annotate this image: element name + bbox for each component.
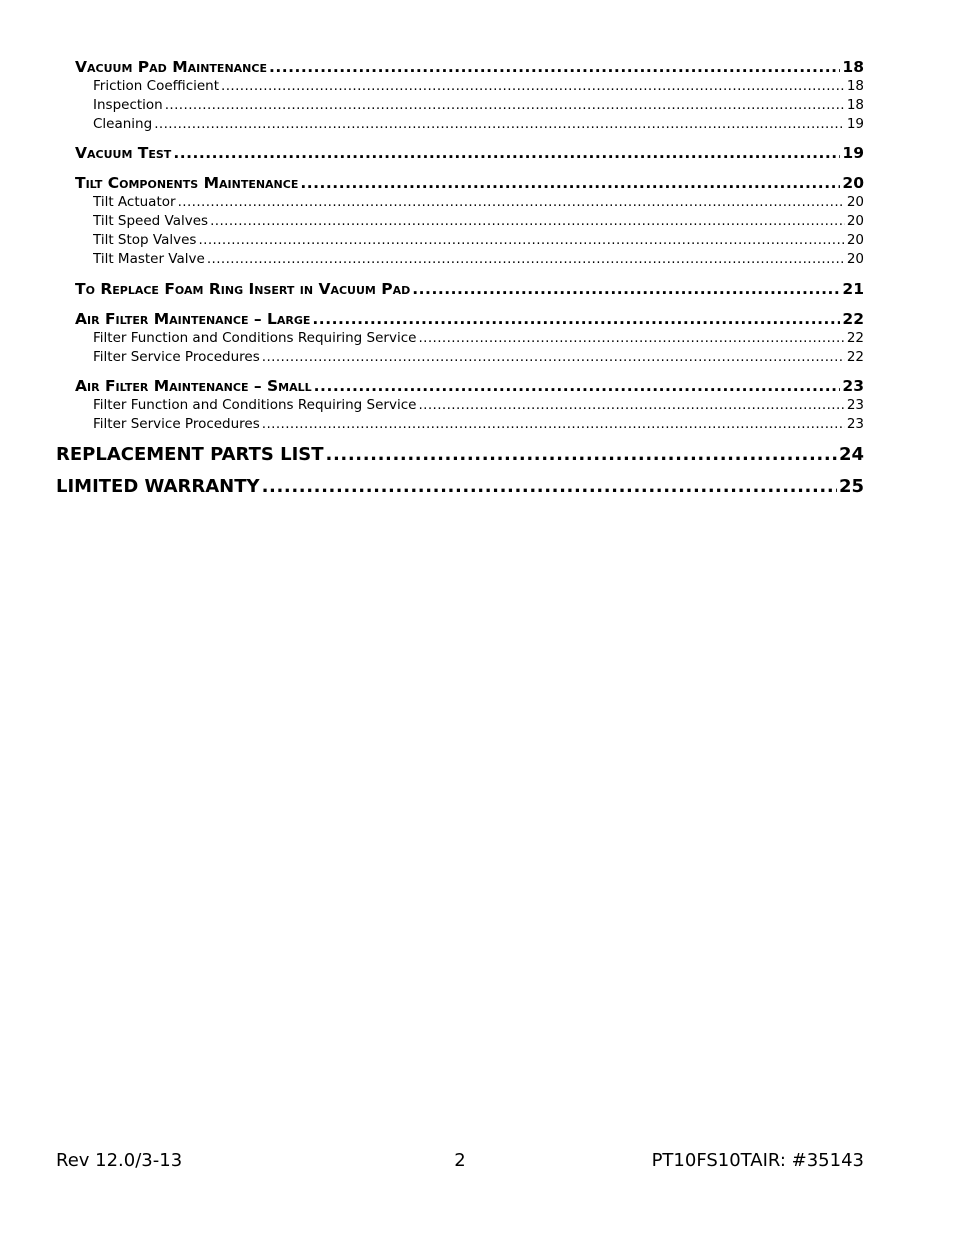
toc-entry-page: 23 xyxy=(846,397,864,413)
toc-entry-filter-function-large[interactable] xyxy=(93,330,864,346)
toc-entry-title: Friction Coefficient xyxy=(93,78,220,94)
toc-entry-page: 25 xyxy=(838,476,864,497)
toc-entry-page: 20 xyxy=(846,213,864,229)
toc-entry-title: Inspection xyxy=(93,97,163,113)
toc-entry-vacuum-pad-maintenance[interactable] xyxy=(75,58,864,76)
toc-leader-dots xyxy=(418,330,844,346)
toc-entry-page: 20 xyxy=(846,232,864,248)
toc-leader-dots xyxy=(412,280,840,298)
toc-entry-title: Tilt Speed Valves xyxy=(93,213,209,229)
toc-leader-dots xyxy=(262,416,845,432)
toc-entry-title: Vacuum Pad Maintenance xyxy=(75,58,267,76)
toc-entry-vacuum-test[interactable] xyxy=(75,144,864,162)
toc-entry-filter-function-small[interactable] xyxy=(93,397,864,413)
toc-leader-dots xyxy=(314,377,841,395)
toc-entry-title: LIMITED WARRANTY xyxy=(56,476,260,497)
toc-entry-title: Tilt Components Maintenance xyxy=(75,174,299,192)
toc-leader-dots xyxy=(269,58,840,76)
toc-entry-tilt-components-maintenance[interactable] xyxy=(75,174,864,192)
toc-entry-page: 22 xyxy=(842,310,864,328)
toc-entry-limited-warranty[interactable] xyxy=(56,476,864,497)
toc-leader-dots xyxy=(210,213,845,229)
toc-entry-title: Tilt Stop Valves xyxy=(93,232,197,248)
toc-entry-title: Air Filter Maintenance – Large xyxy=(75,310,311,328)
toc-entry-tilt-speed-valves[interactable] xyxy=(93,213,864,229)
toc-leader-dots xyxy=(198,232,844,248)
toc-entry-page: 18 xyxy=(846,78,864,94)
toc-entry-page: 20 xyxy=(842,174,864,192)
footer-document-id: PT10FS10TAIR: #35143 xyxy=(651,1150,864,1171)
toc-entry-page: 22 xyxy=(846,330,864,346)
toc-entry-title: To Replace Foam Ring Insert in Vacuum Pad xyxy=(75,280,411,298)
toc-entry-title: Filter Service Procedures xyxy=(93,349,260,365)
toc-entry-title: Tilt Actuator xyxy=(93,194,176,210)
toc-entry-page: 18 xyxy=(846,97,864,113)
toc-leader-dots xyxy=(207,251,845,267)
toc-entry-cleaning[interactable] xyxy=(93,116,864,132)
toc-leader-dots xyxy=(326,444,837,465)
toc-entry-page: 19 xyxy=(842,144,864,162)
toc-entry-page: 20 xyxy=(846,251,864,267)
page-footer xyxy=(56,1150,864,1174)
toc-entry-air-filter-large[interactable] xyxy=(75,310,864,328)
toc-entry-friction-coefficient[interactable] xyxy=(93,78,864,94)
toc-leader-dots xyxy=(173,144,840,162)
toc-entry-replace-foam-ring[interactable] xyxy=(75,280,864,298)
toc-leader-dots xyxy=(262,476,837,497)
toc-entry-title: Air Filter Maintenance – Small xyxy=(75,377,312,395)
toc-entry-filter-service-large[interactable] xyxy=(93,349,864,365)
toc-entry-air-filter-small[interactable] xyxy=(75,377,864,395)
toc-entry-page: 23 xyxy=(846,416,864,432)
toc-leader-dots xyxy=(418,397,844,413)
toc-entry-filter-service-small[interactable] xyxy=(93,416,864,432)
toc-entry-title: Vacuum Test xyxy=(75,144,172,162)
footer-page-number: 2 xyxy=(454,1150,466,1171)
toc-entry-page: 20 xyxy=(846,194,864,210)
toc-entry-title: Filter Function and Conditions Requiring Service xyxy=(93,330,417,346)
toc-entry-inspection[interactable] xyxy=(93,97,864,113)
toc-entry-tilt-master-valve[interactable] xyxy=(93,251,864,267)
toc-entry-title: Filter Function and Conditions Requiring Service xyxy=(93,397,417,413)
toc-leader-dots xyxy=(165,97,845,113)
toc-entry-title: REPLACEMENT PARTS LIST xyxy=(56,444,324,465)
toc-entry-page: 22 xyxy=(846,349,864,365)
footer-revision: Rev 12.0/3-13 xyxy=(56,1150,183,1171)
toc-leader-dots xyxy=(154,116,845,132)
toc-leader-dots xyxy=(178,194,845,210)
toc-entry-page: 18 xyxy=(842,58,864,76)
toc-leader-dots xyxy=(300,174,840,192)
toc-entry-page: 19 xyxy=(846,116,864,132)
toc-entry-replacement-parts-list[interactable] xyxy=(56,444,864,465)
toc-entry-tilt-stop-valves[interactable] xyxy=(93,232,864,248)
toc-entry-page: 24 xyxy=(838,444,864,465)
toc-entry-page: 21 xyxy=(842,280,864,298)
toc-entry-title: Tilt Master Valve xyxy=(93,251,205,267)
toc-entry-title: Filter Service Procedures xyxy=(93,416,260,432)
toc-leader-dots xyxy=(221,78,845,94)
toc-leader-dots xyxy=(262,349,845,365)
toc-entry-title: Cleaning xyxy=(93,116,153,132)
toc-entry-tilt-actuator[interactable] xyxy=(93,194,864,210)
toc-entry-page: 23 xyxy=(842,377,864,395)
toc-leader-dots xyxy=(312,310,840,328)
